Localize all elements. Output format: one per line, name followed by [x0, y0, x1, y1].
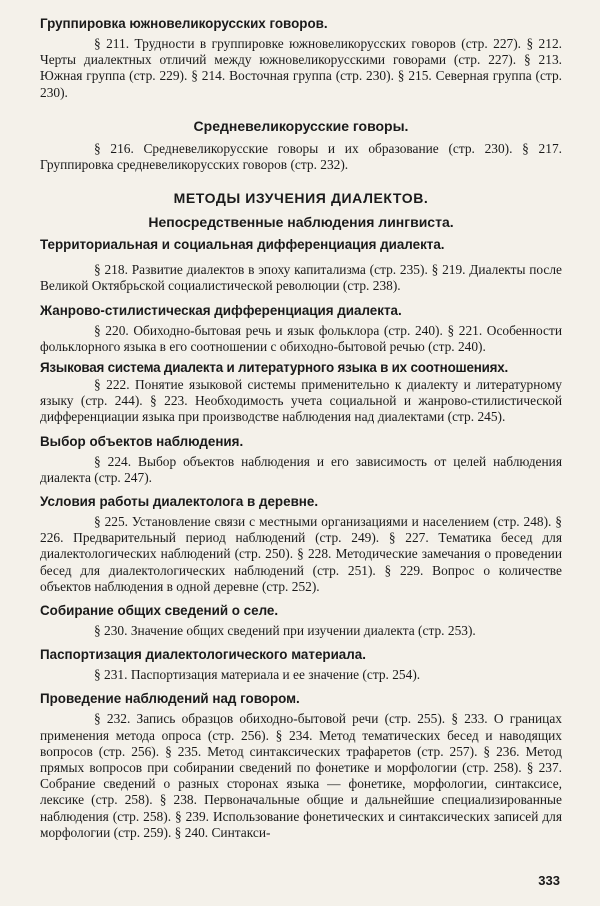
section-text: § 232. Запись образцов обиходно-бытовой речи (стр. 255). § 233. О границах применения метода опроса (стр. 256). § 234. Метод тематических бесед и наводящих вопросов (стр. 256). § 235. Метод синтаксических трафаретов (стр. 257). § 236. Метод прямых вопросов при собирании сведений по фонетике и морфологии (стр. 258). § 237. Собрание сведений о разных сторонах языка — фонетике, морфологии, синтаксисе, лексике (стр. 258). § 238. Первоначальные общие и дальнейшие специализированные наблюдения (стр. 258). § 239. Использование фонетических и синтаксических записей для морфологии (стр. 259). § 240. Синтакси- [40, 711, 562, 840]
section-territorial [40, 237, 562, 294]
section-text: § 231. Паспортизация материала и ее значение (стр. 254). [94, 667, 421, 683]
section-heading: Жанрово-стилистическая дифференциация диалекта. [40, 302, 402, 318]
section-heading: Паспортизация диалектологического материала. [40, 647, 366, 663]
section-heading: Группировка южновеликорусских говоров. [40, 16, 328, 31]
section-text: § 230. Значение общих сведений при изучении диалекта (стр. 253). [94, 623, 476, 639]
section-south-grouping [40, 16, 562, 101]
section-text: § 218. Развитие диалектов в эпоху капитализма (стр. 235). § 219. Диалекты после Великой Октябрьской социалистической революции (стр. 238). [40, 262, 562, 294]
section-heading: Собирание общих сведений о селе. [40, 603, 279, 619]
section-genre-stylistic [40, 303, 562, 355]
section-heading: Средневеликорусские говоры. [193, 117, 409, 134]
section-object-choice [40, 434, 562, 486]
section-heading: Условия работы диалектолога в деревне. [40, 494, 319, 510]
section-general-info [40, 603, 562, 639]
section-observations [40, 691, 562, 841]
section-text: § 211. Трудности в группировке южновеликорусских говоров (стр. 227). § 212. Черты диалектных отличий между южновеликорусскими говорами (стр. 227). § 213. Южная группа (стр. 229). § 214. Восточная группа (стр. 230). § 215. Северная группа (стр. 230). [40, 36, 562, 100]
section-heading: Выбор объектов наблюдения. [40, 433, 244, 449]
section-text: § 225. Установление связи с местными организациями и населением (стр. 248). § 226. Предварительный период наблюдений (стр. 249). § 227. Тематика бесед для диалектологических наблюдений (стр. 250). § 228. Методические замечания о проведении бесед для диалектологических наблюдений (стр. 251). § 229. Вопрос о количестве объектов наблюдения в одной деревне (стр. 252). [40, 514, 562, 594]
section-heading: Территориальная и социальная дифференциация диалекта. [40, 237, 445, 253]
subchapter-heading: Непосредственные наблюдения лингвиста. [148, 214, 454, 231]
section-middle-dialects [40, 117, 562, 173]
section-heading: Языковая система диалекта и литературного языка в их соотношениях. [40, 360, 509, 376]
section-heading: Проведение наблюдений над говором. [40, 691, 300, 707]
section-text: § 216. Средневеликорусские говоры и их образование (стр. 230). § 217. Группировка средневеликорусских говоров (стр. 232). [40, 140, 562, 173]
section-text: § 220. Обиходно-бытовая речь и язык фольклора (стр. 240). § 221. Особенности фольклорного языка в его соотношении с обиходно-бытовой речью (стр. 240). [40, 322, 562, 354]
section-language-system [40, 360, 562, 426]
section-text: § 224. Выбор объектов наблюдения и его зависимость от целей наблюдения диалекта (стр. 247). [40, 453, 562, 485]
chapter-heading: МЕТОДЫ ИЗУЧЕНИЯ ДИАЛЕКТОВ. [173, 190, 429, 207]
section-text: § 222. Понятие языковой системы применительно к диалекту и литературному языку (стр. 244). § 223. Необходимость учета социальной и жанрово-стилистической дифференциации языка при производстве наблюдения над диалектами (стр. 245). [40, 377, 562, 425]
page-number: 333 [538, 873, 560, 888]
section-passport [40, 647, 562, 683]
section-village-work [40, 494, 562, 595]
